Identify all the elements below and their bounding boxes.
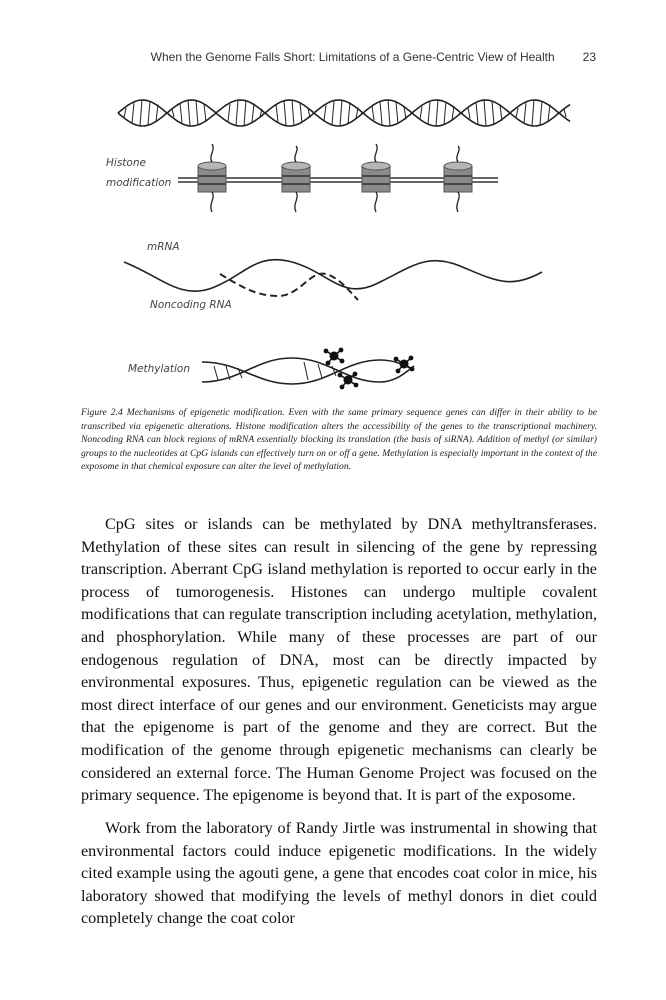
base-pair — [332, 101, 334, 125]
page-number: 23 — [582, 50, 596, 64]
base-pair — [516, 108, 518, 118]
base-pair — [284, 101, 286, 125]
base-pair — [132, 103, 134, 123]
figure-caption: Figure 2.4 Mechanisms of epigenetic modification. Even with the same primary sequence genes can differ in their ability to be transcribed via epigenetic alterations. Histone modification alters the accessibility of the genes to the transcriptional machinery. Noncoding RNA can block regions of mRNA essentially blocking its translation (the basis of siRNA). Addition of methyl (or similar) groups to the nucleotides at CpG islands can effectively turn on or off a gene. Methylation is especially important in the context of the exposome in that chemical exposure can alter the level of methylation. — [81, 407, 597, 473]
base-pair — [388, 100, 390, 126]
base-pair — [276, 105, 278, 122]
base-pair — [476, 102, 478, 123]
base-pair — [548, 105, 550, 122]
base-pair — [124, 108, 126, 118]
base-pair — [532, 100, 534, 126]
methyl-group — [394, 356, 415, 374]
base-pair — [180, 103, 182, 122]
helix-base-pairs — [124, 100, 566, 126]
base-pair — [372, 106, 374, 120]
base-pair — [156, 105, 158, 122]
base-pair — [300, 103, 302, 123]
histone-spool — [362, 144, 390, 212]
noncoding-rna-label: Noncoding RNA — [150, 299, 232, 311]
base-pair — [324, 105, 326, 121]
base-pair — [444, 102, 446, 125]
base-pair — [204, 104, 206, 122]
base-pair — [500, 105, 502, 121]
base-pair — [492, 101, 494, 125]
methyl-group — [324, 348, 345, 366]
mrna-label: mRNA — [147, 241, 180, 253]
base-pair — [140, 100, 142, 126]
running-title: When the Genome Falls Short: Limitations of a Gene-Centric View of Health — [150, 50, 555, 64]
base-pair — [348, 102, 350, 123]
base-pair — [524, 103, 526, 123]
base-pair — [340, 100, 342, 126]
histone-label-line1: Histone — [106, 157, 146, 169]
histone-label-line2: modification — [106, 177, 172, 189]
base-pair — [540, 101, 542, 125]
base-pair — [292, 100, 294, 126]
base-pair — [420, 107, 422, 120]
base-pair — [396, 102, 398, 124]
histone-spool — [444, 146, 472, 212]
base-pair — [468, 107, 470, 118]
base-pair — [428, 102, 430, 124]
dna-helix — [118, 100, 570, 126]
body-paragraph-2: Work from the laboratory of Randy Jirtle was instrumental in showing that environmental factors could induce epigenetic modifications. In the widely cited example using the agouti gene, a gene that encodes coat color in mice, his laboratory showed that modifying the levels of methyl donors in diet could completely change the coat color — [81, 819, 597, 928]
histone-spool — [198, 144, 226, 212]
helix-strand-a — [118, 100, 570, 126]
body-paragraph-1: CpG sites or islands can be methylated by DNA methyltransferases. Methylation of these sites can result in silencing of the gene by repressing transcription. Aberrant CpG island methylation is reported to occur early in the process of tumorogenesis. Histones can undergo multiple covalent modifications that can regulate transcription including acetylation, methylation, and phosphorylation. While many of these processes are part of our endogenous regulation of DNA, most can be directly impacted by environmental exposures. Thus, epigenetic regulation can be viewed as the most direct interface of our genes and our environment. Geneticists may argue that the epigenome is part of the genome and they are correct. But the modification of the genome through epigenetic mechanisms can clearly be considered an external force. The Human Genome Project was focused on the primary sequence. The epigenome is beyond that. It is part of the exposome. — [81, 515, 597, 805]
base-pair — [228, 104, 230, 122]
base-pair — [196, 101, 198, 126]
mrna-strand — [124, 260, 542, 292]
base-pair — [172, 109, 174, 117]
methyl-groups — [324, 348, 415, 390]
epigenetics-figure — [0, 80, 666, 400]
base-pair — [188, 100, 190, 125]
base-pair — [148, 101, 150, 125]
methylation-dna — [202, 358, 414, 384]
base-pair — [436, 100, 438, 126]
histone-spool — [282, 146, 310, 212]
base-pair — [244, 100, 246, 125]
base-pair — [564, 109, 566, 117]
helix-strand-b — [118, 100, 570, 126]
methylation-strand-b — [202, 360, 414, 384]
base-pair — [252, 103, 254, 122]
noncoding-rna-strand — [220, 274, 358, 300]
base-pair — [236, 101, 238, 126]
running-head — [0, 50, 596, 64]
base-pair — [484, 100, 486, 126]
base-pair — [380, 102, 382, 125]
methylation-label: Methylation — [128, 363, 190, 375]
